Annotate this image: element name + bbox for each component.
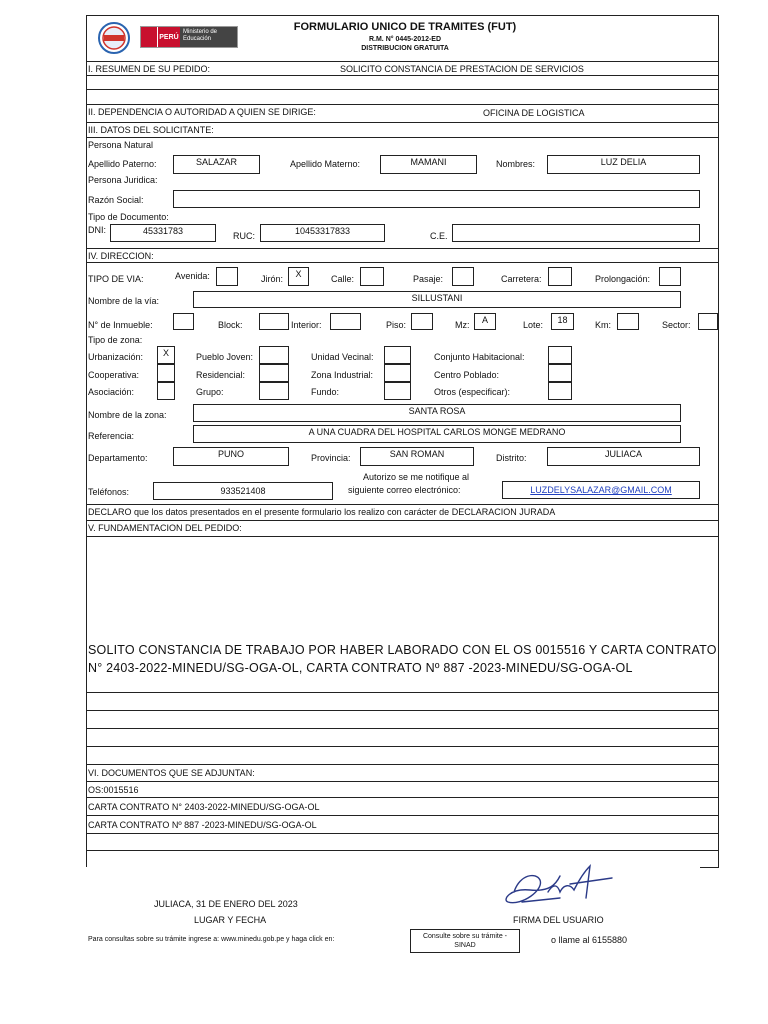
dni-field[interactable]: 45331783 — [110, 224, 216, 242]
divider — [86, 122, 719, 123]
prolongacion-checkbox[interactable] — [659, 267, 681, 286]
divider — [86, 692, 719, 693]
km-field[interactable] — [617, 313, 639, 330]
lugar-fecha-label: LUGAR Y FECHA — [194, 915, 267, 925]
pueblo-joven-checkbox[interactable] — [259, 346, 289, 364]
cooperativa-checkbox[interactable] — [157, 364, 175, 382]
departamento-label: Departamento: — [88, 453, 148, 463]
peru-shield-icon — [141, 27, 157, 47]
peru-logo — [140, 26, 238, 48]
residencial-label: Residencial: — [196, 370, 246, 380]
jiron-label: Jirón: — [261, 274, 284, 284]
ruc-label: RUC: — [233, 231, 255, 241]
divider — [86, 104, 719, 105]
ruc-field[interactable]: 10453317833 — [260, 224, 385, 242]
divider — [86, 850, 719, 851]
interior-field[interactable] — [330, 313, 361, 330]
ce-field[interactable] — [452, 224, 700, 242]
minedu-logo — [92, 21, 136, 55]
provincia-field[interactable]: SAN ROMAN — [360, 447, 474, 466]
lote-field[interactable]: 18 — [551, 313, 574, 330]
consultas-text: Para consultas sobre su trámite ingrese a: www.minedu.gob.pe y haga click en: — [88, 936, 335, 943]
piso-field[interactable] — [411, 313, 433, 330]
divider — [86, 728, 719, 729]
divider — [86, 815, 719, 816]
prolongacion-label: Prolongación: — [595, 274, 651, 284]
nombre-via-field[interactable]: SILLUSTANI — [193, 291, 681, 308]
interior-label: Interior: — [291, 320, 322, 330]
centro-poblado-checkbox[interactable] — [548, 364, 572, 382]
otros-checkbox[interactable] — [548, 382, 572, 400]
calle-checkbox[interactable] — [360, 267, 384, 286]
grupo-checkbox[interactable] — [259, 382, 289, 400]
divider — [86, 75, 719, 76]
form-title: FORMULARIO UNICO DE TRAMITES (FUT) — [293, 21, 517, 33]
divider — [86, 61, 719, 62]
fundamentacion-line1: SOLITO CONSTANCIA DE TRABAJO POR HABER LABORADO CON EL OS 0015516 Y CARTA CONTRATO — [88, 643, 717, 657]
ministry-logo-text: Ministerio de Educación — [180, 27, 237, 47]
mz-label: Mz: — [455, 320, 470, 330]
divider — [86, 746, 719, 747]
pueblo-joven-label: Pueblo Joven: — [196, 352, 254, 362]
inmueble-label: N° de Inmueble: — [88, 320, 153, 330]
grupo-label: Grupo: — [196, 387, 224, 397]
divider — [86, 833, 719, 834]
sinad-line2: SINAD — [454, 942, 476, 949]
urbanizacion-checkbox[interactable]: X — [157, 346, 175, 364]
apellido-paterno-label: Apellido Paterno: — [88, 159, 157, 169]
apellido-materno-label: Apellido Materno: — [290, 159, 361, 169]
carretera-checkbox[interactable] — [548, 267, 572, 286]
otros-label: Otros (especificar): — [434, 387, 511, 397]
calle-label: Calle: — [331, 274, 355, 284]
tipo-zona-label: Tipo de zona: — [88, 335, 143, 345]
divider — [86, 797, 719, 798]
persona-juridica-label: Persona Juridica: — [88, 175, 158, 185]
divider — [86, 520, 719, 521]
section-6-label: VI. DOCUMENTOS QUE SE ADJUNTAN: — [88, 768, 255, 778]
avenida-label: Avenida: — [175, 271, 210, 281]
lote-label: Lote: — [523, 320, 544, 330]
divider — [700, 867, 719, 868]
telefono-text: o llame al 6155880 — [551, 935, 628, 945]
block-field[interactable] — [259, 313, 289, 330]
divider — [86, 536, 719, 537]
nombres-label: Nombres: — [496, 159, 536, 169]
declaracion-text: DECLARO que los datos presentados en el presente formulario los realizo con carácter de DECLARACION JURADA — [88, 507, 556, 517]
lugar-fecha-value: JULIACA, 31 DE ENERO DEL 2023 — [154, 899, 298, 909]
fundamentacion-line2: N° 2403-2022-MINEDU/SG-OGA-OL, CARTA CONTRATO Nº 887 -2023-MINEDU/SG-OGA-OL — [88, 661, 633, 675]
provincia-label: Provincia: — [311, 453, 351, 463]
unidad-vecinal-checkbox[interactable] — [384, 346, 411, 364]
fundo-label: Fundo: — [311, 387, 340, 397]
resolution-text: R.M. N° 0445-2012-ED — [368, 36, 442, 43]
section-2-value: OFICINA DE LOGISTICA — [483, 108, 585, 118]
section-2-label: II. DEPENDENCIA O AUTORIDAD A QUIEN SE DIRIGE: — [88, 107, 316, 117]
sector-field[interactable] — [698, 313, 718, 330]
divider — [86, 137, 719, 138]
section-1-label: I. RESUMEN DE SU PEDIDO: — [88, 64, 211, 74]
persona-natural-label: Persona Natural — [88, 140, 154, 150]
nombres-field[interactable]: LUZ DELIA — [547, 155, 700, 174]
document-item: CARTA CONTRATO N° 2403-2022-MINEDU/SG-OGA-OL — [88, 802, 320, 812]
section-5-label: V. FUNDAMENTACION DEL PEDIDO: — [88, 523, 242, 533]
carretera-label: Carretera: — [501, 274, 542, 284]
sector-label: Sector: — [662, 320, 691, 330]
section-4-label: IV. DIRECCION: — [88, 251, 154, 261]
referencia-label: Referencia: — [88, 431, 135, 441]
departamento-field[interactable]: PUNO — [173, 447, 289, 466]
jiron-checkbox[interactable]: X — [288, 267, 309, 286]
distrito-label: Distrito: — [496, 453, 527, 463]
zona-industrial-label: Zona Industrial: — [311, 370, 374, 380]
divider — [86, 764, 719, 765]
nombre-zona-label: Nombre de la zona: — [88, 410, 167, 420]
zona-industrial-checkbox[interactable] — [384, 364, 411, 382]
email-field[interactable]: LUZDELYSALAZAR@GMAIL.COM — [502, 481, 700, 499]
sinad-link[interactable] — [410, 929, 520, 953]
pasaje-label: Pasaje: — [413, 274, 444, 284]
user-signature — [500, 862, 620, 910]
urbanizacion-label: Urbanización: — [88, 352, 144, 362]
piso-label: Piso: — [386, 320, 407, 330]
telefonos-field[interactable]: 933521408 — [153, 482, 333, 500]
inmueble-field[interactable] — [173, 313, 194, 330]
asociacion-checkbox[interactable] — [157, 382, 175, 400]
autorizo-line2: siguiente correo electrónico: — [348, 485, 461, 495]
sinad-line1: Consulte sobre su trámite - — [422, 933, 508, 940]
block-label: Block: — [218, 320, 243, 330]
referencia-field[interactable]: A UNA CUADRA DEL HOSPITAL CARLOS MONGE MEDRANO — [193, 425, 681, 443]
razon-social-label: Razón Social: — [88, 195, 144, 205]
nombre-zona-field[interactable]: SANTA ROSA — [193, 404, 681, 422]
divider — [86, 262, 719, 263]
divider — [86, 781, 719, 782]
distribution-text: DISTRIBUCION GRATUITA — [361, 45, 449, 52]
document-item: CARTA CONTRATO Nº 887 -2023-MINEDU/SG-OGA-OL — [88, 820, 317, 830]
km-label: Km: — [595, 320, 612, 330]
avenida-checkbox[interactable] — [216, 267, 238, 286]
tipo-documento-label: Tipo de Documento: — [88, 212, 169, 222]
document-item: OS:0015516 — [88, 785, 139, 795]
section-3-label: III. DATOS DEL SOLICITANTE: — [88, 125, 214, 135]
autorizo-line1: Autorizo se me notifique al — [363, 472, 470, 482]
fundo-checkbox[interactable] — [384, 382, 411, 400]
asociacion-label: Asociación: — [88, 387, 135, 397]
peru-logo-text: PERÚ — [157, 27, 180, 47]
residencial-checkbox[interactable] — [259, 364, 289, 382]
cooperativa-label: Cooperativa: — [88, 370, 140, 380]
mz-field[interactable]: A — [474, 313, 496, 330]
firma-label: FIRMA DEL USUARIO — [513, 915, 604, 925]
ce-label: C.E. — [430, 231, 448, 241]
tipo-via-label: TIPO DE VIA: — [88, 274, 144, 284]
dni-label: DNI: — [88, 225, 106, 235]
apellido-paterno-field[interactable]: SALAZAR — [173, 155, 260, 174]
conjunto-habitacional-checkbox[interactable] — [548, 346, 572, 364]
razon-social-field[interactable] — [173, 190, 700, 208]
nombre-via-label: Nombre de la vía: — [88, 296, 160, 306]
divider — [86, 710, 719, 711]
conjunto-habitacional-label: Conjunto Habitacional: — [434, 352, 525, 362]
unidad-vecinal-label: Unidad Vecinal: — [311, 352, 374, 362]
pasaje-checkbox[interactable] — [452, 267, 474, 286]
distrito-field[interactable]: JULIACA — [547, 447, 700, 466]
apellido-materno-field[interactable]: MAMANI — [380, 155, 477, 174]
divider — [86, 89, 719, 90]
centro-poblado-label: Centro Poblado: — [434, 370, 500, 380]
divider — [86, 504, 719, 505]
telefonos-label: Teléfonos: — [88, 487, 130, 497]
section-1-value: SOLICITO CONSTANCIA DE PRESTACION DE SERVICIOS — [340, 64, 584, 74]
divider — [86, 248, 719, 249]
